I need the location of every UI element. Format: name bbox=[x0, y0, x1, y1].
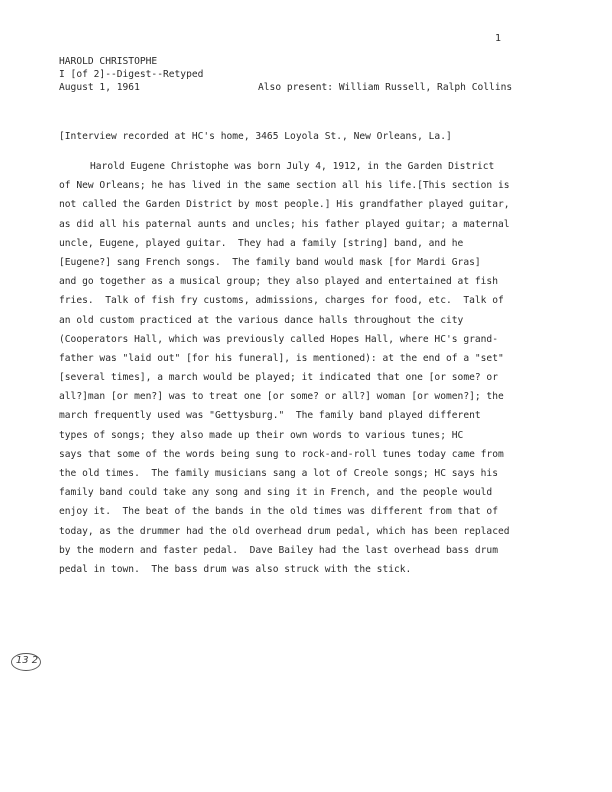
transcript-line: [Eugene?] sang French songs. The family band would mask [for Mardi Gras] bbox=[59, 256, 481, 268]
transcript-line: enjoy it. The beat of the bands in the old times was different from that of bbox=[59, 506, 498, 518]
transcript-line: today, as the drummer had the old overhead drum pedal, which has been replaced bbox=[59, 525, 510, 537]
interviewee-name: HAROLD CHRISTOPHE bbox=[59, 56, 158, 67]
transcript-line: an old custom practiced at the various dance halls throughout the city bbox=[59, 314, 464, 326]
interview-date: August 1, 1961 bbox=[59, 82, 140, 93]
transcript-line: the old times. The family musicians sang a lot of Creole songs; HC says his bbox=[59, 468, 498, 479]
transcript-line: father was "laid out" [for his funeral], is mentioned): at the end of a "set" bbox=[59, 352, 504, 364]
transcript-line: by the modern and faster pedal. Dave Bailey had the last overhead bass drum bbox=[59, 544, 498, 556]
transcript-line: as did all his paternal aunts and uncles; his father played guitar; a maternal bbox=[59, 218, 510, 230]
transcript-line: (Cooperators Hall, which was previously called Hopes Hall, where HC's grand- bbox=[59, 333, 498, 345]
transcript-line: says that some of the words being sung to rock-and-roll tunes today came from bbox=[59, 448, 504, 460]
transcript-line: uncle, Eugene, played guitar. They had a family [string] band, and he bbox=[59, 237, 464, 249]
transcript-line: [Interview recorded at HC's home, 3465 Loyola St., New Orleans, La.] bbox=[59, 131, 452, 142]
transcript-line: family band could take any song and sing it in French, and the people would bbox=[59, 487, 493, 499]
header-date-row bbox=[59, 81, 529, 94]
transcript-line: [several times], a march would be played; it indicated that one [or some? or bbox=[59, 372, 498, 384]
page-number: 1 bbox=[495, 33, 502, 44]
document-header bbox=[59, 55, 529, 94]
transcript-body bbox=[59, 127, 529, 579]
transcript-line: march frequently used was "Gettysburg." The family band played different bbox=[59, 410, 481, 422]
transcript-line: pedal in town. The bass drum was also struck with the stick. bbox=[59, 563, 412, 575]
transcript-line: fries. Talk of fish fry customs, admissions, charges for food, etc. Talk of bbox=[59, 295, 504, 307]
transcript-line: Harold Eugene Christophe was born July 4, 1912, in the Garden District bbox=[90, 161, 495, 172]
reel-info: I [of 2]--Digest--Retyped bbox=[59, 69, 204, 80]
transcript-line: and go together as a musical group; they also played and entertained at fish bbox=[59, 276, 498, 288]
transcript-line: types of songs; they also made up their own words to various tunes; HC bbox=[59, 429, 464, 441]
also-present: Also present: William Russell, Ralph Collins bbox=[258, 82, 513, 93]
handwritten-margin-note bbox=[10, 652, 42, 672]
transcript-line: all?]man [or men?] was to treat one [or some? or all?] woman [or women?]; the bbox=[59, 391, 504, 403]
margin-note-text: 13 2 bbox=[15, 655, 39, 666]
transcript-line: not called the Garden District by most people.] His grandfather played guitar, bbox=[59, 199, 510, 211]
transcript-line: of New Orleans; he has lived in the same section all his life.[This section is bbox=[59, 180, 510, 192]
